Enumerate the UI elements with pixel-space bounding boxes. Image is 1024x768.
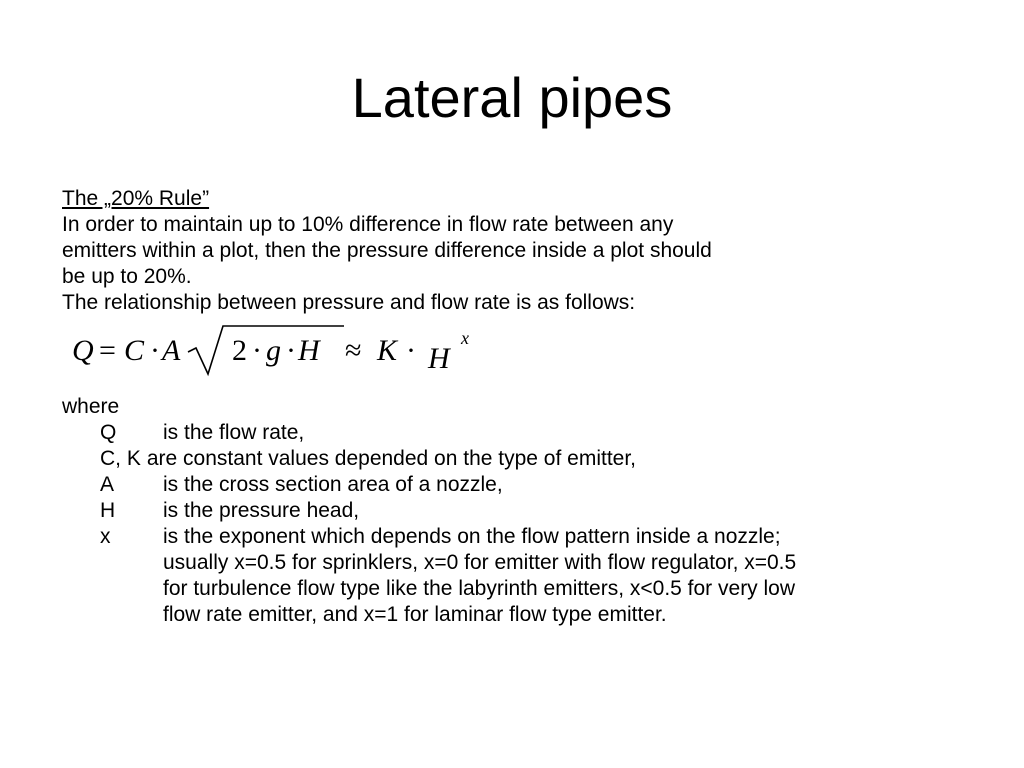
formula-two: 2 (232, 334, 247, 367)
x-continuation-line-1: usually x=0.5 for sprinklers, x=0 for emitter with flow regulator, x=0.5 (163, 551, 797, 574)
formula-dot-4: · (406, 334, 416, 367)
paragraph-line-1: In order to maintain up to 10% difference in flow rate between any (62, 213, 674, 236)
formula-dot-2: · (252, 334, 262, 367)
formula-dot-1: · (150, 334, 160, 367)
paragraph-line-2: emitters within a plot, then the pressure difference inside a plot should (62, 239, 712, 262)
definition-text: is the flow rate, (163, 421, 305, 444)
definition-row-ck (62, 446, 962, 472)
definition-text: are constant values depended on the type of emitter, (146, 447, 637, 470)
formula-k: K (377, 334, 398, 367)
formula-dot-3: · (286, 334, 296, 367)
definition-text: is the cross section area of a nozzle, (163, 473, 503, 496)
definition-symbol: C, K (100, 447, 141, 470)
paragraph-line-4: The relationship between pressure and flow rate is as follows: (62, 291, 636, 314)
definition-text: is the exponent which depends on the flow pattern inside a nozzle; (163, 525, 781, 548)
slide-body (62, 186, 962, 628)
paragraph-line-3: be up to 20%. (62, 265, 192, 288)
where-label: where (62, 395, 120, 418)
x-continuation-line-3: flow rate emitter, and x=1 for laminar flow type emitter. (163, 603, 667, 626)
formula-approx: ≈ (345, 334, 362, 367)
formula-graphic (72, 322, 532, 388)
formula-h-base: H (428, 342, 450, 375)
formula-q: Q (72, 334, 94, 367)
flow-rate-formula (62, 322, 962, 388)
definition-row-x (62, 524, 962, 550)
formula-c: C (124, 334, 145, 367)
definition-row-q (62, 420, 962, 446)
x-continuation-line-2: for turbulence flow type like the labyrinth emitters, x<0.5 for very low (163, 577, 796, 600)
definition-text: is the pressure head, (163, 499, 360, 522)
definition-symbol: x (100, 525, 111, 548)
formula-exponent-x: x (461, 328, 469, 348)
formula-equals: = (99, 334, 116, 367)
definition-symbol: A (100, 473, 115, 496)
formula-h: H (298, 334, 320, 367)
slide-title: Lateral pipes (351, 66, 673, 129)
rule-heading: The „20% Rule” (62, 187, 210, 210)
formula-g: g (266, 334, 281, 367)
definition-row-h (62, 498, 962, 524)
definition-symbol: Q (100, 421, 117, 444)
definition-symbol: H (100, 499, 116, 522)
definition-row-a (62, 472, 962, 498)
formula-a: A (162, 334, 181, 367)
